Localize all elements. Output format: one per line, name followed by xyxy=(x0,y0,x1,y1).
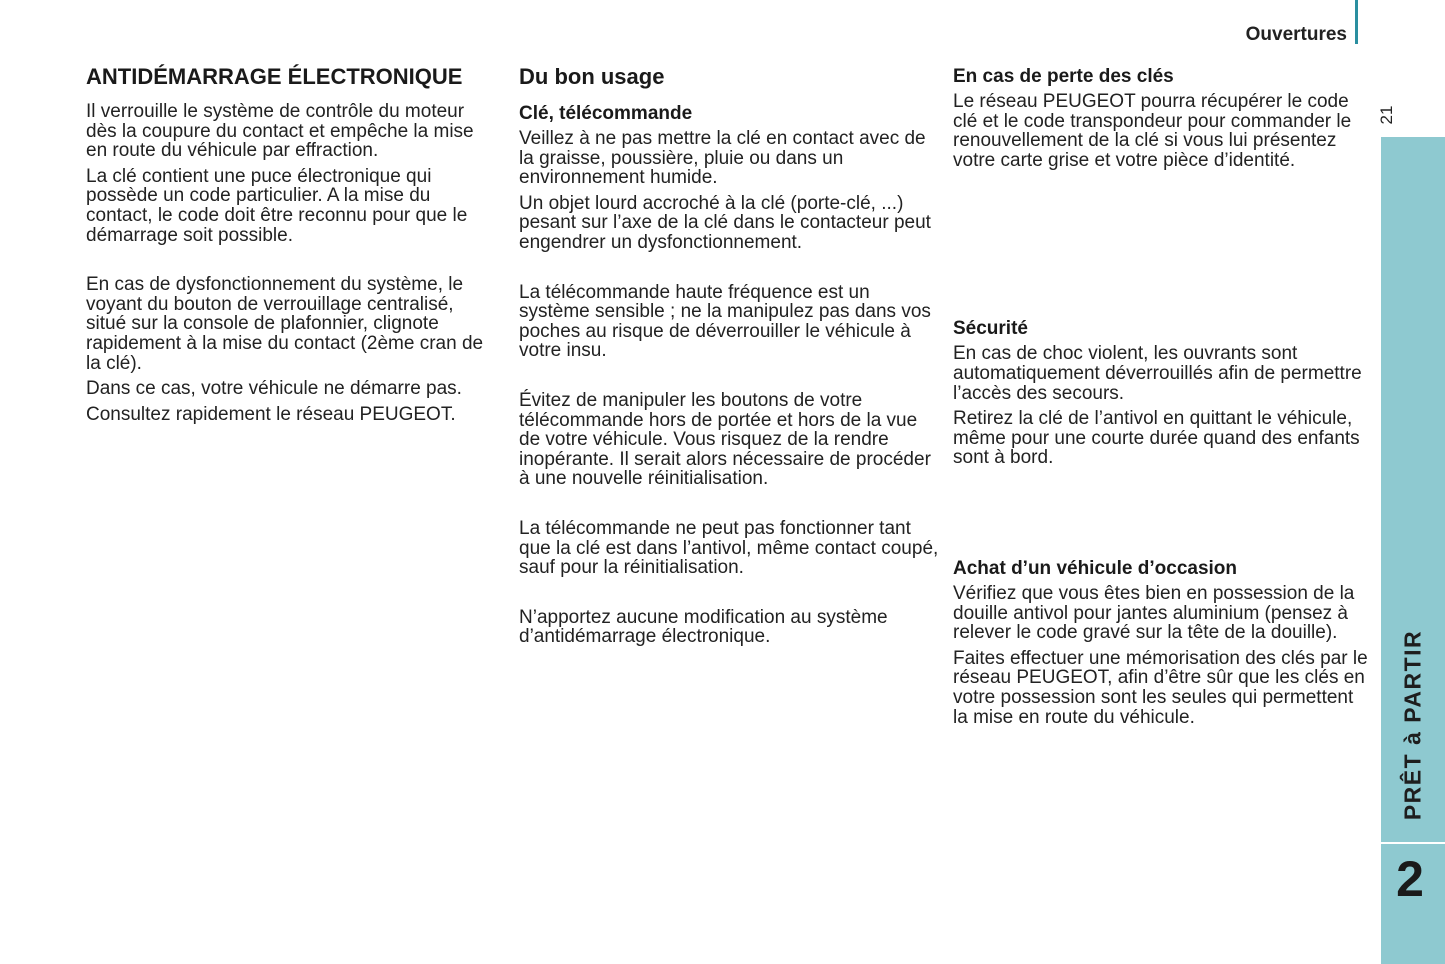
paragraph: Un objet lourd accroché à la clé (porte-clé, ...) pesant sur l’axe de la clé dans le contacteur peut engendrer un dysfonctionnement. xyxy=(519,192,931,253)
paragraph: Dans ce cas, votre véhicule ne démarre pas. xyxy=(86,378,462,400)
column-info xyxy=(953,66,1373,733)
paragraph: Évitez de manipuler les boutons de votre télécommande hors de portée et hors de la vue de votre véhicule. Vous risquez de la rendre inopérante. Il serait alors nécessaire de procéder à une nouvelle réinitialisation. xyxy=(519,389,931,490)
paragraph: Il verrouille le système de contrôle du moteur dès la coupure du contact et empêche la mise en route du véhicule par effraction. xyxy=(86,101,474,162)
chapter-tab-label-wrap xyxy=(1381,620,1445,830)
antidemarrage-title: ANTIDÉMARRAGE ÉLECTRONIQUE xyxy=(86,64,463,89)
paragraph: Veillez à ne pas mettre la clé en contact avec de la graisse, poussière, pluie ou dans un environnement humide. xyxy=(519,128,926,189)
page-number: 21 xyxy=(1377,105,1396,125)
paragraph: La clé contient une puce électronique qui possède un code particulier. A la mise du contact, le code doit être reconnu pour que le démarrage soit possible. xyxy=(86,165,468,246)
paragraph: En cas de choc violent, les ouvrants sont automatiquement déverrouillés afin de permettre l’accès des secours. xyxy=(953,343,1362,404)
section-title-bar xyxy=(1355,0,1358,44)
bon-usage-title: Du bon usage xyxy=(519,64,665,89)
chapter-number: 2 xyxy=(1396,851,1424,907)
column-bon-usage xyxy=(519,64,939,653)
paragraph: N’apportez aucune modification au système d’antidémarrage électronique. xyxy=(519,606,888,648)
section-title: Ouvertures xyxy=(1245,24,1347,45)
chapter-tab-label: PRÊT à PARTIR xyxy=(1399,629,1426,821)
column-antidemarrage xyxy=(86,64,496,430)
chapter-tab xyxy=(1381,137,1445,964)
paragraph: En cas de dysfonctionnement du système, le voyant du bouton de verrouillage centralisé, situé sur la console de plafonnier, clignote rapidement à la mise du contact (2ème cran de la clé). xyxy=(86,274,484,374)
paragraph: Le réseau PEUGEOT pourra récupérer le code clé et le code transpondeur pour commander le renouvellement de la clé si vous lui présentez votre carte grise et votre pièce d’identité. xyxy=(953,91,1352,171)
paragraph: La télécommande ne peut pas fonctionner tant que la clé est dans l’antivol, même contact coupé, sauf pour la réinitialisation. xyxy=(519,517,939,579)
security-title: Sécurité xyxy=(953,318,1028,340)
chapter-tab-divider xyxy=(1381,842,1445,844)
paragraph: Retirez la clé de l’antivol en quittant le véhicule, même pour une courte durée quand des enfants sont à bord. xyxy=(953,408,1360,469)
paragraph: Vérifiez que vous êtes bien en possession de la douille antivol pour jantes aluminium (pensez à relever le code gravé sur la tête de la douille). xyxy=(953,582,1355,644)
paragraph: Faites effectuer une mémorisation des clés par le réseau PEUGEOT, afin d’être sûr que les clés en votre possession sont les seules qui permettent la mise en route du véhicule. xyxy=(953,647,1368,728)
cle-telecommande-subtitle: Clé, télécommande xyxy=(519,103,693,124)
lost-keys-title: En cas de perte des clés xyxy=(953,66,1174,87)
used-vehicle-title: Achat d’un véhicule d’occasion xyxy=(953,557,1238,579)
paragraph: Consultez rapidement le réseau PEUGEOT. xyxy=(86,403,456,425)
paragraph: La télécommande haute fréquence est un système sensible ; ne la manipulez pas dans vos poches au risque de déverrouiller le véhicule à votre insu. xyxy=(519,281,931,362)
